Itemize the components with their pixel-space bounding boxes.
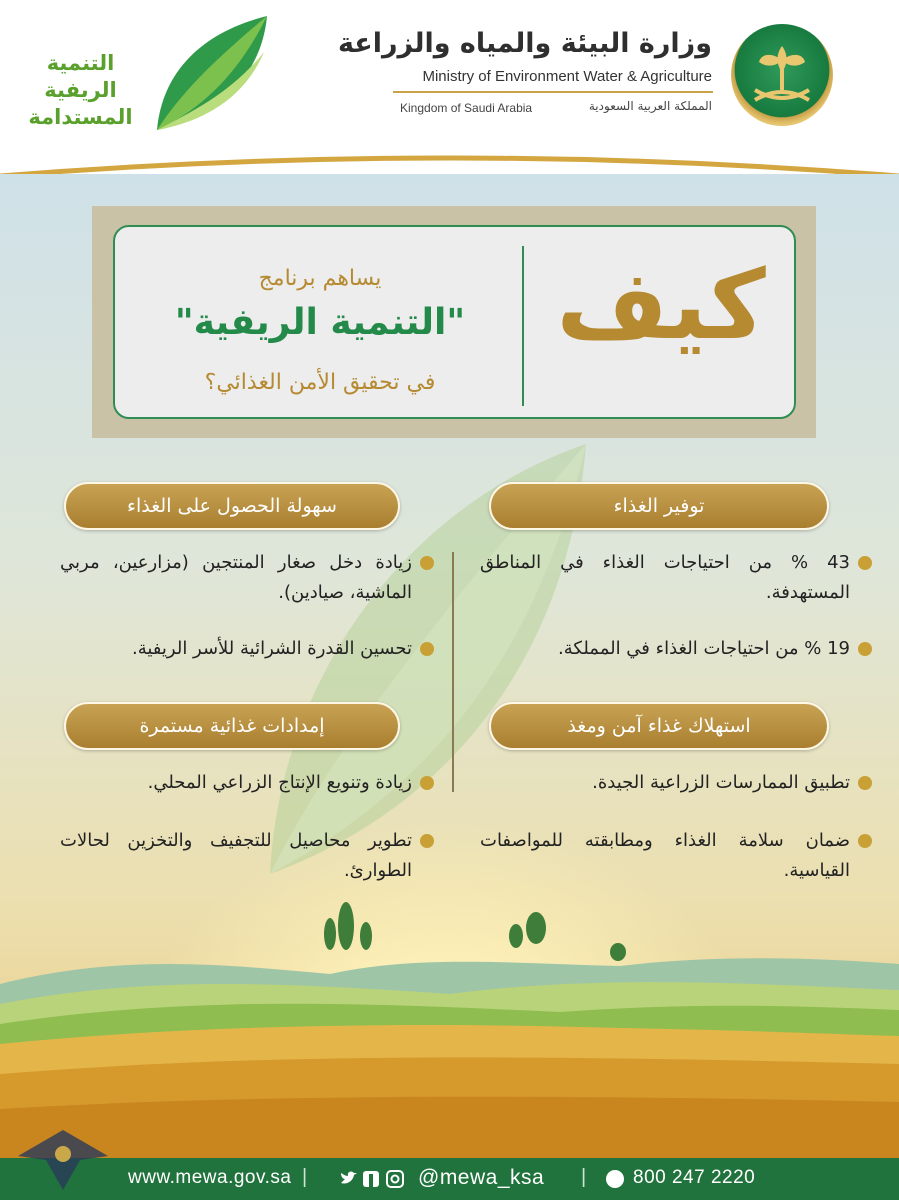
column-divider [452,552,454,792]
supplies-item-2 [60,826,412,886]
phone-icon [606,1170,624,1188]
social-icons [339,1169,411,1189]
section-supplies-title: إمدادات غذائية مستمرة [64,702,400,750]
title-big-word: كيف [556,249,766,361]
section-safe-consumption-title: استهلاك غذاء آمن ومغذ [489,702,829,750]
website-link[interactable]: www.mewa.gov.sa [128,1167,292,1188]
program-logo-line-2: الريفية [44,78,117,102]
title-divider [522,246,524,406]
bullet-icon [420,642,434,656]
wheat-field-illustration [0,894,899,1158]
twitter-icon [341,1172,357,1184]
phone-number[interactable]: 800 247 2220 [633,1167,756,1188]
bullet-icon [420,776,434,790]
bullet-icon [420,556,434,570]
kingdom-english: Kingdom of Saudi Arabia [400,101,533,115]
footer [0,1158,899,1200]
bullet-icon [858,776,872,790]
leaf-logo-icon [152,12,272,137]
safe-consumption-item-2-text: ضمان سلامة الغذاء ومطابقته للمواصفات القياسية. [480,830,850,881]
program-logo-text [18,50,143,131]
section-food-access-title: سهولة الحصول على الغذاء [64,482,400,530]
safe-consumption-item-1 [480,768,850,798]
supplies-item-1 [60,768,412,798]
food-supply-item-1-text: 43 % من احتياجات الغذاء في المناطق المستهدفة. [480,552,850,603]
kingdom-arabic: المملكة العربية السعودية [588,99,712,113]
forum-watermark-logo [8,1120,118,1196]
food-supply-item-2 [480,634,850,664]
food-supply-item-1 [480,548,850,608]
program-logo-line-1: التنمية [46,51,115,75]
title-line-2: "التنمية الريفية" [174,302,466,343]
supplies-item-2-text: تطوير محاصيل للتجفيف والتخزين لحالات الطوارئ. [60,830,412,881]
program-logo-line-3: المستدامة [28,105,133,129]
content-panel [0,174,899,1158]
bullet-icon [420,834,434,848]
ministry-underline [393,91,713,93]
bullet-icon [858,834,872,848]
footer-separator: | [581,1166,587,1188]
social-handle[interactable]: @mewa_ksa [418,1166,545,1189]
safe-consumption-item-2 [480,826,850,886]
title-line-1: يساهم برنامج [258,266,382,291]
ministry-name-arabic: وزارة البيئة والمياه والزراعة [337,28,712,59]
food-access-item-1-text: زيادة دخل صغار المنتجين (مزارعين، مربي الماشية، صيادين). [60,552,412,603]
food-supply-item-2-text: 19 % من احتياجات الغذاء في المملكة. [558,638,850,659]
food-access-item-2-text: تحسين القدرة الشرائية للأسر الريفية. [131,638,412,659]
seal-emblem-icon [731,24,833,126]
food-access-item-1 [60,548,412,608]
bullet-icon [858,642,872,656]
footer-separator: | [302,1166,308,1188]
supplies-item-1-text: زيادة وتنويع الإنتاج الزراعي المحلي. [147,772,412,793]
section-food-supply-title: توفير الغذاء [489,482,829,530]
ministry-name-english: Ministry of Environment Water & Agriculture [422,68,712,85]
food-access-item-2 [60,634,412,664]
bullet-icon [858,556,872,570]
safe-consumption-item-1-text: تطبيق الممارسات الزراعية الجيدة. [592,772,850,793]
instagram-icon [387,1171,403,1187]
title-line-3: في تحقيق الأمن الغذائي؟ [204,370,436,395]
